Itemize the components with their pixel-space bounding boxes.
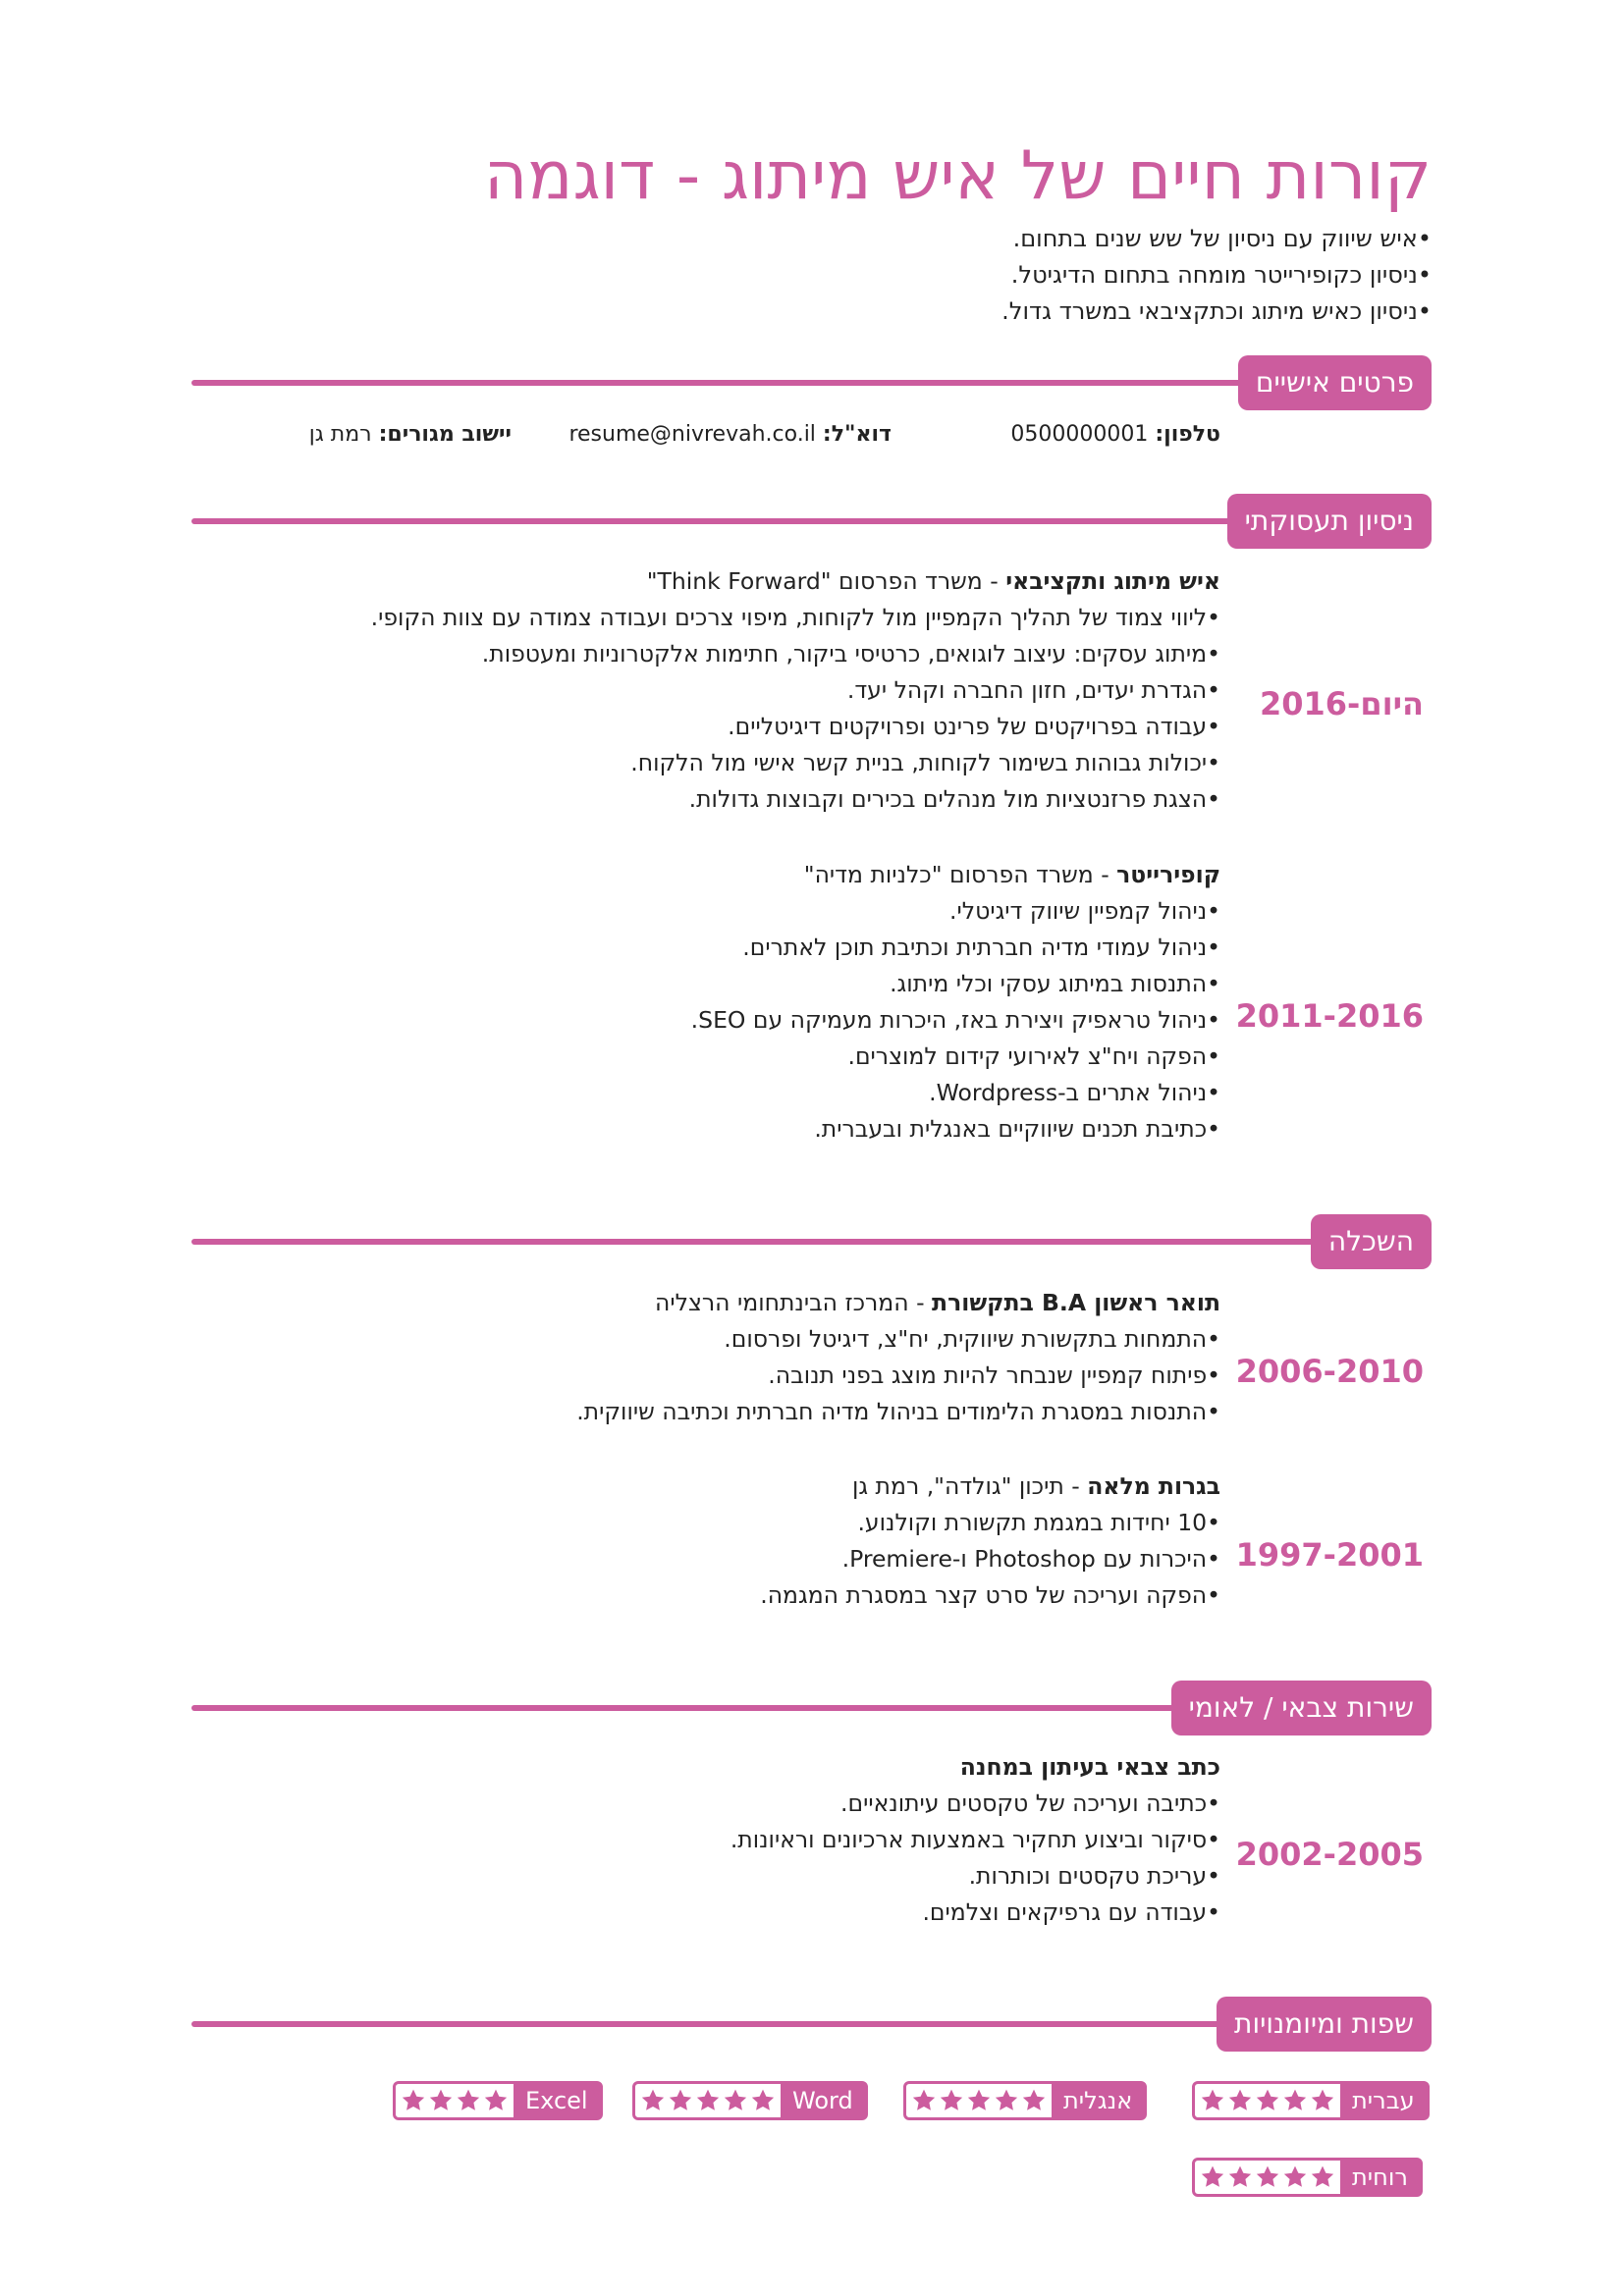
city-label: יישוב מגורים: [378,422,512,447]
summary-item: •ניסיון כאיש מיתוג וכתקציבאי במשרד גדול. [1001,297,1432,325]
star-icon [994,2088,1019,2113]
skill-badge [1192,2081,1430,2120]
skill-rating [1195,2084,1340,2117]
section-education-header [191,1214,1432,1269]
degree-name: בגרות מלאה [1087,1472,1220,1500]
summary-item: •ניסיון כקופירייטר מומחה בתחום הדיגיטל. [1010,261,1432,289]
email-label: דוא"ל: [822,422,892,447]
section-personal-header [191,355,1432,410]
bullet-item: •ניהול טראפיק ויצירת באז, היכרות מעמיקה עם SEO. [690,1006,1220,1034]
bullet-list [371,600,1220,818]
skill-badge [632,2081,868,2120]
job-entry [691,857,1220,1148]
email-info [568,422,892,457]
star-icon [483,2088,509,2113]
star-icon [1255,2164,1280,2190]
bullet-item: •כתיבת תכנים שיווקיים באנגלית ובעברית. [814,1115,1220,1143]
entry-heading [730,1749,1220,1786]
bullet-item: •ניהול אתרים ב-Wordpress. [929,1079,1220,1106]
education-entry [576,1285,1220,1430]
job-role: קופירייטר [1116,861,1220,888]
skill-name: אנגלית [1052,2084,1144,2117]
phone-value: 0500000001 [1010,422,1149,447]
skill-name: Excel [514,2084,600,2117]
star-icon [966,2088,992,2113]
star-icon [750,2088,776,2113]
section-title: שירות צבאי / לאומי [1171,1681,1432,1735]
military-entry [730,1749,1220,1931]
star-icon [1200,2088,1225,2113]
skill-badge [393,2081,603,2120]
star-icon [1282,2088,1308,2113]
skill-rating [906,2084,1052,2117]
resume-title: קורות חיים של איש מיתוג - דוגמה [483,137,1432,215]
star-icon [428,2088,454,2113]
bullet-item: •התמחות בתקשורת שיווקית, יח"צ, דיגיטל ופרסום. [724,1325,1220,1353]
star-icon [1310,2164,1335,2190]
section-title: פרטים אישיים [1238,355,1432,410]
star-icon [1227,2088,1253,2113]
institution: - המרכז הבינתחומי הרצליה [655,1289,933,1316]
skill-rating [635,2084,781,2117]
star-icon [1227,2164,1253,2190]
star-icon [640,2088,666,2113]
education-entry [760,1468,1220,1614]
star-icon [911,2088,937,2113]
star-icon [1310,2088,1335,2113]
institution: - תיכון "גולדה", רמת גן [852,1472,1088,1500]
section-title: שפות ומיומנויות [1217,1997,1432,2052]
job-org: - משרד הפרסום "Think Forward" [646,567,1006,595]
entry-heading [371,563,1220,600]
skill-rating [1195,2161,1340,2194]
section-skills-header [191,1997,1432,2052]
job-org: - משרד הפרסום "כלניות מדיה" [803,861,1117,888]
bullet-item: •10 יחידות במגמת תקשורת וקולנוע. [857,1509,1220,1536]
bullet-item: •הפקה ועריכה של סרט קצר במסגרת המגמה. [760,1581,1220,1609]
degree-name: תואר ראשון B.A בתקשורת [932,1289,1220,1316]
bullet-item: •עריכת טקסטים וכותרות. [968,1862,1220,1890]
entry-heading [691,857,1220,893]
bullet-item: •עבודה עם גרפיקאים וצלמים. [922,1898,1220,1926]
bullet-item: •כתיבה ועריכה של טקסטים עיתונאיים. [840,1789,1220,1817]
bullet-list [730,1786,1220,1931]
job-entry [371,563,1220,818]
bullet-list [691,893,1220,1148]
star-icon [1282,2164,1308,2190]
phone-info [1010,422,1220,457]
section-title: ניסיון תעסוקתי [1227,494,1432,549]
skill-badge [903,2081,1147,2120]
star-icon [668,2088,693,2113]
skill-badge [1192,2158,1423,2197]
star-icon [723,2088,748,2113]
period-label: 2016-היום [1259,685,1424,722]
skill-rating [396,2084,514,2117]
period-label: 2011-2016 [1235,997,1424,1035]
star-icon [1021,2088,1047,2113]
summary-item: •איש שיווק עם ניסיון של שש שנים בתחום. [1012,225,1432,252]
bullet-item: •ליווי צמוד של תהליך הקמפיין מול לקוחות, מיפוי צרכים ועבודה צמודה עם צוות הקופי. [370,604,1220,631]
skill-name: Word [781,2084,865,2117]
star-icon [939,2088,964,2113]
entry-heading [760,1468,1220,1505]
star-icon [1200,2164,1225,2190]
phone-label: טלפון: [1155,422,1220,447]
star-icon [1255,2088,1280,2113]
entry-heading [576,1285,1220,1321]
bullet-item: •הצגת פרזנטציות מול מנהלים בכירים וקבוצות גדולות. [688,785,1220,813]
city-value: רמת גן [308,422,372,447]
bullet-item: •סיקור וביצוע תחקיר באמצעות ארכיונים וראיונות. [730,1826,1220,1853]
bullet-item: •ניהול עמודי מדיה חברתית וכתיבת תוכן לאתרים. [742,934,1220,961]
bullet-item: •ניהול קמפיין שיווק דיגיטלי. [949,897,1220,925]
military-role: כתב צבאי בעיתון במחנה [959,1753,1220,1781]
bullet-item: •פיתוח קמפיין שנבחר להיות מוצג בפני תנובה. [768,1362,1220,1389]
bullet-item: •התנסות במיתוג עסקי וכלי מיתוג. [890,970,1220,997]
bullet-list [760,1505,1220,1614]
star-icon [456,2088,481,2113]
section-divider [191,1239,1432,1245]
period-label: 2002-2005 [1235,1836,1424,1873]
summary-list [1001,221,1432,330]
star-icon [695,2088,721,2113]
period-label: 2006-2010 [1235,1353,1424,1390]
bullet-item: •התנסות במסגרת הלימודים בניהול מדיה חברתית וכתיבה שיווקית. [576,1398,1220,1425]
email-value: resume@nivrevah.co.il [568,422,816,447]
bullet-item: •הגדרת יעדים, חזון החברה וקהל יעד. [846,676,1220,704]
skill-name: רוחית [1340,2161,1420,2194]
section-military-header [191,1681,1432,1735]
bullet-item: •מיתוג עסקים: עיצוב לוגואים, כרטיסי ביקור, חתימות אלקטרוניות ומעטפות. [481,640,1220,667]
star-icon [401,2088,426,2113]
bullet-list [576,1321,1220,1430]
bullet-item: •היכרות עם Photoshop ו-Premiere. [841,1545,1220,1573]
skill-name: עברית [1340,2084,1427,2117]
bullet-item: •עבודה בפרויקטים של פרינט ופרויקטים דיגיטליים. [728,713,1220,740]
section-experience-header [191,494,1432,549]
section-title: השכלה [1311,1214,1432,1269]
city-info [309,422,512,457]
bullet-item: •הפקה ויח"צ לאירועי קידום למוצרים. [847,1042,1220,1070]
period-label: 1997-2001 [1235,1536,1424,1574]
job-role: איש מיתוג ותקציבאי [1005,567,1220,595]
bullet-item: •יכולות גבוהות בשימור לקוחות, בניית קשר אישי מול הלקוח. [630,749,1220,776]
